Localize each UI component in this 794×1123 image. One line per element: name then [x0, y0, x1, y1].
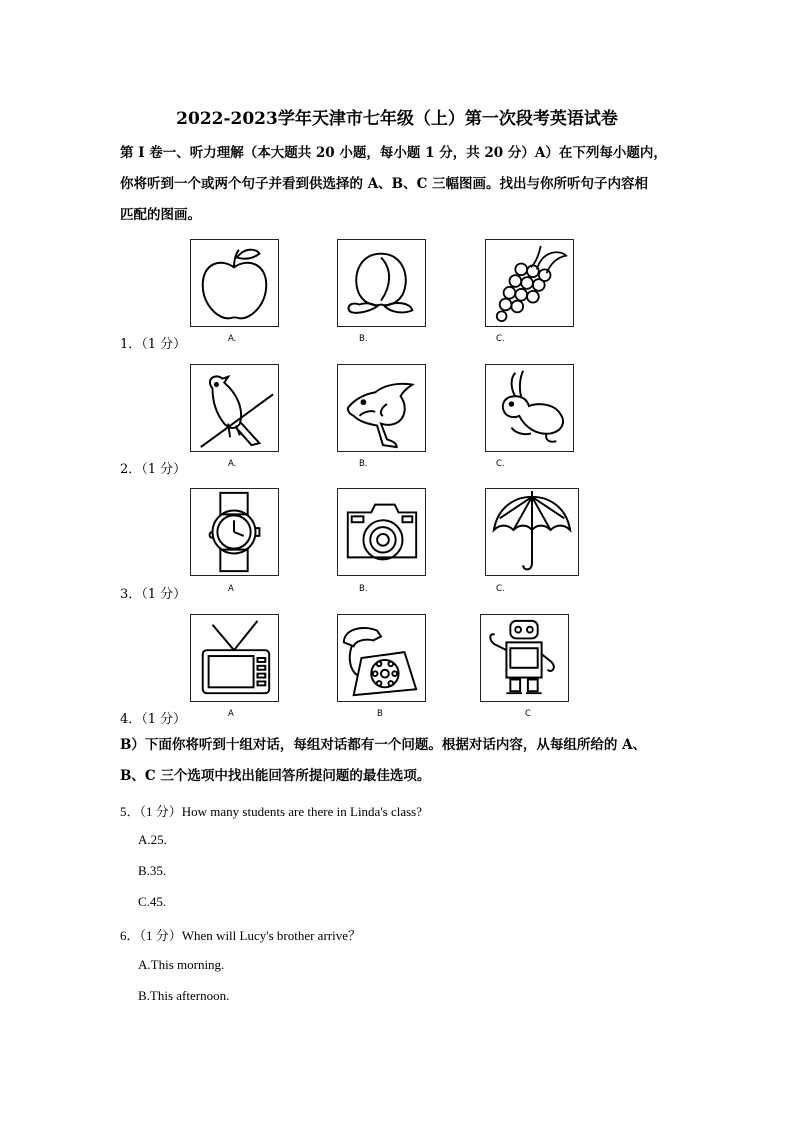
section-b-instructions	[120, 730, 680, 792]
question-5	[120, 801, 422, 820]
section-b-line-1: B）下面你将听到十组对话，每组对话都有一个问题。根据对话内容，从每组所给的 A、	[120, 737, 647, 753]
telephone-icon[interactable]	[337, 614, 426, 702]
bird-icon[interactable]	[190, 364, 279, 452]
option-b-label: B	[377, 709, 383, 719]
question-6-label: 6．（1 分）	[120, 928, 182, 943]
grapes-icon[interactable]	[485, 239, 574, 327]
option-a-label: A	[228, 709, 234, 719]
section-b-line-2: B、C 三个选项中找出能回答所提问题的最佳选项。	[120, 768, 431, 784]
peach-icon[interactable]	[337, 239, 426, 327]
option-c-label: C.	[496, 584, 505, 594]
question-5-choice-a[interactable]: A.25.	[138, 832, 167, 847]
section-a-line-2: 你将听到一个或两个句子并看到供选择的 A、B、C 三幅图画。找出与你所听句子内容相	[120, 176, 649, 192]
section-a-instructions	[120, 138, 680, 231]
option-a-label: A	[228, 584, 234, 594]
question-6	[120, 925, 361, 944]
robot-icon[interactable]	[480, 614, 569, 702]
question-5-choice-b[interactable]: B.35.	[138, 863, 167, 878]
option-c-label: C	[525, 709, 531, 719]
question-6-choice-b[interactable]: B.This afternoon.	[138, 988, 230, 1003]
option-b-label: B.	[359, 584, 368, 594]
section-a-line-3: 匹配的图画。	[120, 207, 201, 223]
question-6-choice-a[interactable]: A.This morning.	[138, 957, 225, 972]
question-5-text: How many students are there in Linda's class?	[181, 804, 423, 819]
section-a-line-1: 第 I 卷一、听力理解（本大题共 20 小题，每小题 1 分，共 20 分）A）在下列每小题内，	[120, 145, 667, 161]
option-a-label: A.	[228, 334, 237, 344]
apple-icon[interactable]	[190, 239, 279, 327]
question-4-label: 4．（1 分）	[120, 712, 187, 727]
dolphin-icon[interactable]	[337, 364, 426, 452]
tv-icon[interactable]	[190, 614, 279, 702]
option-a-label: A.	[228, 459, 237, 469]
watch-icon[interactable]	[190, 488, 279, 576]
option-b-label: B.	[359, 459, 368, 469]
page-title: 2022-2023学年天津市七年级（上）第一次段考英语试卷	[176, 109, 618, 129]
option-c-label: C.	[496, 459, 505, 469]
option-b-label: B.	[359, 334, 368, 344]
question-3-label: 3．（1 分）	[120, 587, 187, 602]
umbrella-icon[interactable]	[485, 488, 579, 576]
option-c-label: C.	[496, 334, 505, 344]
camera-icon[interactable]	[337, 488, 426, 576]
question-5-choice-c[interactable]: C.45.	[138, 894, 167, 909]
question-1-label: 1．（1 分）	[120, 337, 187, 352]
question-5-label: 5．（1 分）	[120, 804, 182, 819]
question-2-label: 2．（1 分）	[120, 462, 187, 477]
question-6-text: When will Lucy's brother arrive？	[181, 928, 361, 943]
rabbit-icon[interactable]	[485, 364, 574, 452]
